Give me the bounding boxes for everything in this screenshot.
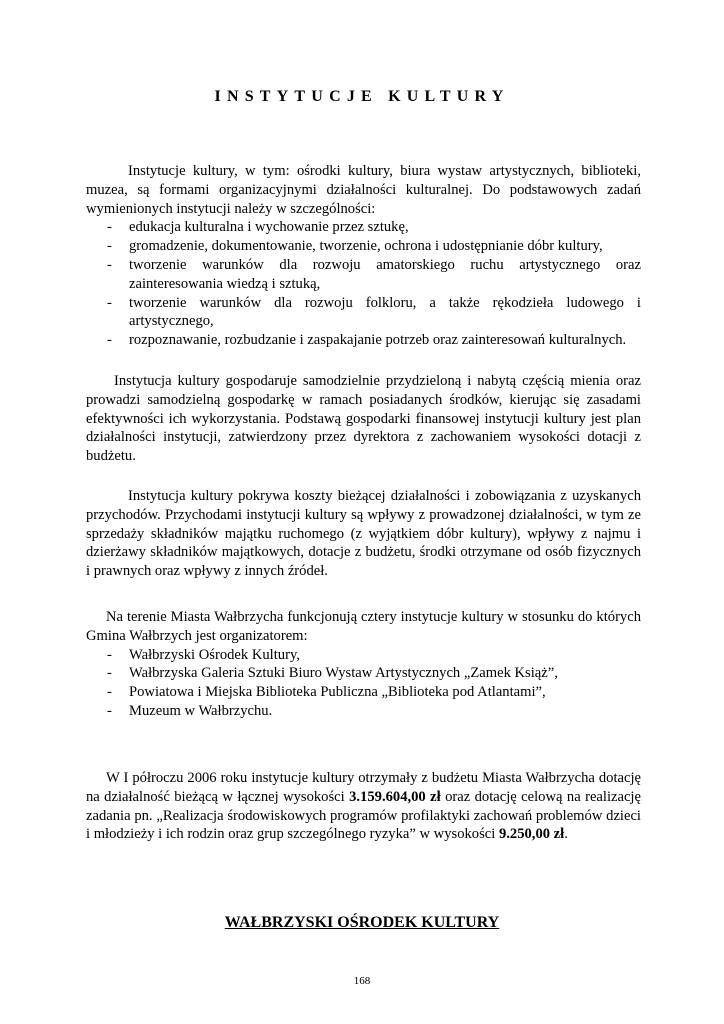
institutions-list bbox=[86, 646, 641, 721]
list-item bbox=[86, 256, 641, 294]
section-heading-text: WAŁBRZYSKI OŚRODEK KULTURY bbox=[224, 914, 500, 931]
list-item-text: Wałbrzyski Ośrodek Kultury, bbox=[129, 646, 300, 663]
list-item bbox=[86, 702, 641, 721]
bullet-dash: - bbox=[107, 238, 112, 255]
list-item bbox=[86, 646, 641, 665]
funding-text-2: oraz dotację celową na realizację zadania pn. „Realizacja środowiskowych programów profilaktyki zachowań problemów dzieci i młodzieży i ich rodzin oraz grup szczególnego ryzyka” w wysokości bbox=[86, 788, 641, 843]
section-heading bbox=[0, 914, 724, 932]
list-item-text: rozpoznawanie, rozbudzanie i zaspakajanie potrzeb oraz zainteresowań kulturalnych. bbox=[129, 332, 627, 349]
bullet-dash: - bbox=[107, 684, 112, 701]
section-institutions bbox=[86, 608, 641, 721]
institutions-intro: Na terenie Miasta Wałbrzycha funkcjonują cztery instytucje kultury w stosunku do których Gmina Wałbrzych jest organizatorem: bbox=[86, 609, 641, 644]
list-item bbox=[86, 294, 641, 332]
list-item bbox=[86, 331, 641, 350]
revenue-paragraph: Instytucja kultury pokrywa koszty bieżącej działalności i zobowiązania z uzyskanych przychodów. Przychodami instytucji kultury są wpływy z prowadzonej działalności, w tym ze sprzedaży składników majątku ruchomego (z wyjątkiem dóbr kultury), wpływy z najmu i dzierżawy składników majątkowych, dotacje z budżetu, środki otrzymane od osób fizycznych i prawnych oraz wpływy z innych źródeł. bbox=[86, 488, 641, 580]
economy-paragraph: Instytucja kultury gospodaruje samodzielnie przydzieloną i nabytą częścią mienia oraz prowadzi samodzielną gospodarkę w ramach posiadanych środków, kierując się zasadami efektywności ich wykorzystania. Podstawą gospodarki finansowej instytucji kultury jest plan działalności instytucji, zatwierdzony przez dyrektora z zachowaniem wysokości dotacji z budżetu. bbox=[86, 373, 641, 465]
bullet-dash: - bbox=[107, 219, 112, 236]
list-item bbox=[86, 218, 641, 237]
funding-amount-current: 3.159.604,00 zł bbox=[349, 788, 441, 805]
list-item bbox=[86, 237, 641, 256]
section-economy bbox=[86, 372, 641, 466]
funding-paragraph bbox=[86, 769, 641, 844]
list-item-text: Muzeum w Wałbrzychu. bbox=[129, 702, 273, 719]
list-item-text: Powiatowa i Miejska Biblioteka Publiczna „Biblioteka pod Atlantami”, bbox=[129, 684, 546, 701]
list-item bbox=[86, 664, 641, 683]
bullet-dash: - bbox=[107, 665, 112, 682]
bullet-dash: - bbox=[107, 294, 112, 311]
tasks-list bbox=[86, 218, 641, 350]
bullet-dash: - bbox=[107, 256, 112, 273]
list-item-text: Wałbrzyska Galeria Sztuki Biuro Wystaw Artystycznych „Zamek Książ”, bbox=[129, 665, 558, 682]
tasks-intro: Instytucje kultury, w tym: ośrodki kultury, biura wystaw artystycznych, biblioteki, muzea, są formami organizacyjnymi działalności kulturalnej. Do podstawowych zadań wymienionych instytucji należy w szczególności: bbox=[86, 163, 641, 217]
list-item-text: tworzenie warunków dla rozwoju amatorskiego ruchu artystycznego oraz zainteresowania wiedzą i sztuką, bbox=[129, 256, 641, 292]
section-funding bbox=[86, 769, 641, 844]
funding-text-3: . bbox=[564, 826, 568, 843]
section-revenue bbox=[86, 487, 641, 581]
list-item-text: edukacja kulturalna i wychowanie przez sztukę, bbox=[129, 219, 409, 236]
page-number: 168 bbox=[353, 975, 371, 987]
bullet-dash: - bbox=[107, 332, 112, 349]
section-tasks bbox=[86, 162, 641, 350]
list-item bbox=[86, 683, 641, 702]
funding-amount-targeted: 9.250,00 zł bbox=[498, 826, 565, 843]
funding-text-1: W I półroczu 2006 roku instytucje kultury otrzymały z budżetu Miasta Wałbrzycha dotację na działalność bieżącą w łącznej wysokości bbox=[86, 770, 641, 805]
bullet-dash: - bbox=[107, 702, 112, 719]
page-title: INSTYTUCJE KULTURY bbox=[214, 88, 510, 105]
list-item-text: tworzenie warunków dla rozwoju folkloru, a także rękodzieła ludowego i artystycznego, bbox=[129, 294, 641, 330]
list-item-text: gromadzenie, dokumentowanie, tworzenie, ochrona i udostępnianie dóbr kultury, bbox=[129, 238, 603, 255]
bullet-dash: - bbox=[107, 646, 112, 663]
